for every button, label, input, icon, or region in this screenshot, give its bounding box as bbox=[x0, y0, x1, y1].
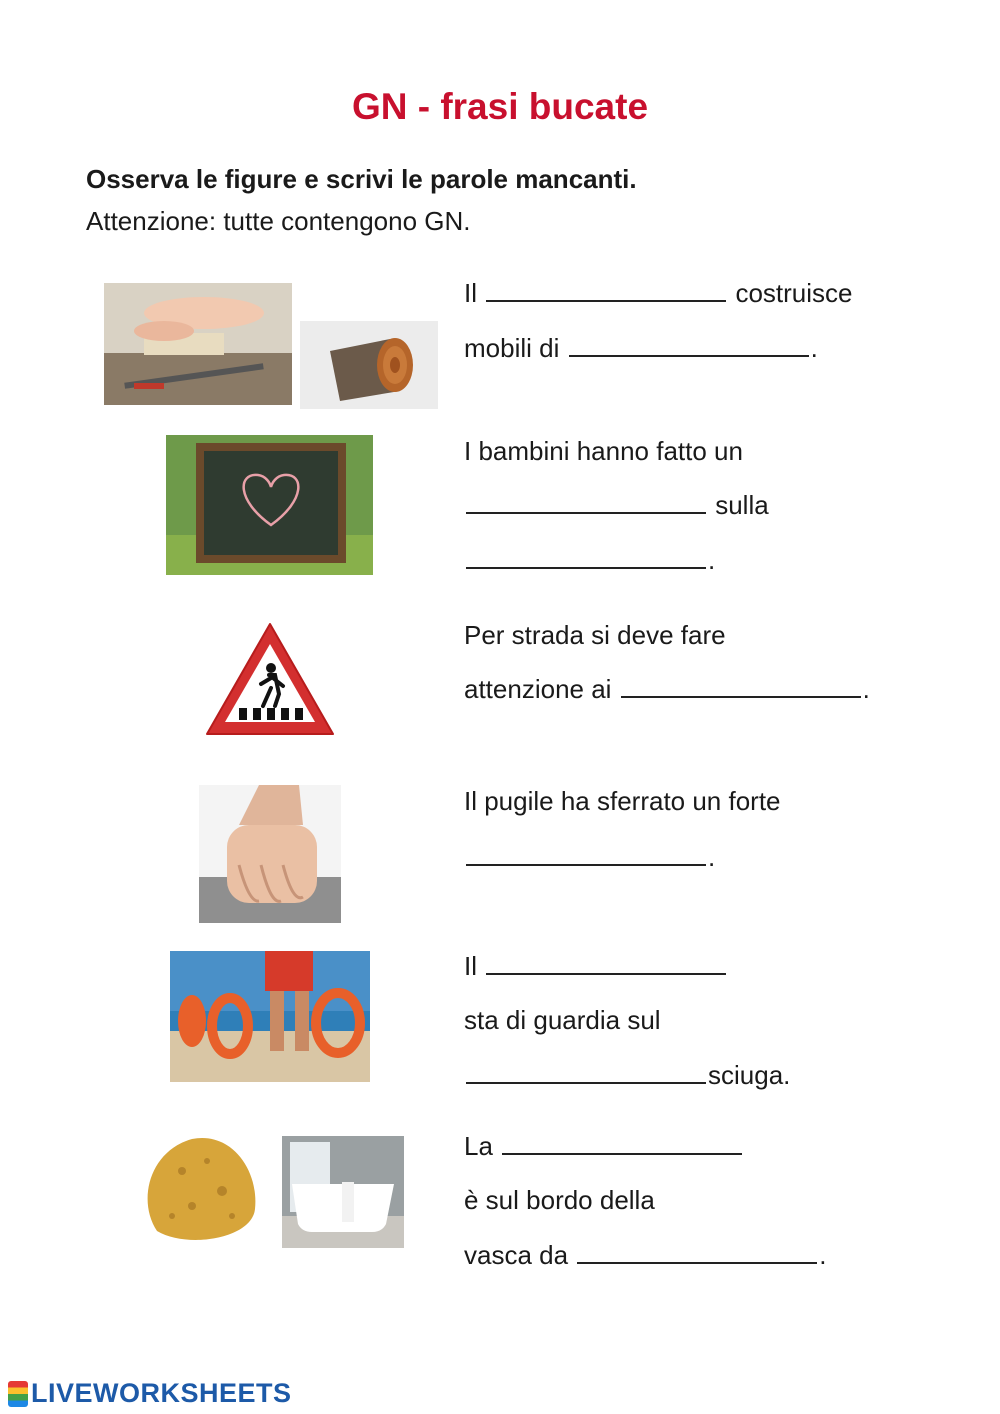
note: Attenzione: tutte contengono GN. bbox=[86, 206, 471, 236]
blank-input[interactable] bbox=[466, 547, 706, 569]
ex1-line2: mobili di . bbox=[464, 333, 818, 363]
ex2-line2: sulla bbox=[464, 490, 769, 521]
ex2-line1: I bambini hanno fatto un bbox=[464, 436, 743, 466]
blank-input[interactable] bbox=[466, 1062, 706, 1084]
instruction: Osserva le figure e scrivi le parole mancanti. bbox=[86, 164, 637, 194]
ex2-line3: . bbox=[464, 545, 715, 576]
ex6-line1: La bbox=[464, 1131, 744, 1162]
ex3-line1: Per strada si deve fare bbox=[464, 620, 726, 650]
liveworksheets-logo-icon bbox=[8, 1381, 28, 1407]
ex3-line2: attenzione ai . bbox=[464, 674, 870, 704]
ex6-line3: vasca da . bbox=[464, 1240, 827, 1270]
blank-input[interactable] bbox=[466, 844, 706, 866]
liveworksheets-logo: LIVEWORKSHEETS bbox=[8, 1378, 292, 1409]
lifeguard-beach-icon bbox=[170, 951, 370, 1082]
bathtub-icon bbox=[282, 1136, 404, 1248]
blank-input[interactable] bbox=[502, 1133, 742, 1155]
blank-input[interactable] bbox=[577, 1242, 817, 1264]
chalkboard-heart-icon bbox=[166, 435, 373, 575]
wood-log-icon bbox=[300, 321, 438, 409]
ex5-line1: Il bbox=[464, 951, 728, 982]
ex4-line1: Il pugile ha sferrato un forte bbox=[464, 786, 781, 816]
ex1-line1: Il costruisce bbox=[464, 278, 853, 308]
fist-icon bbox=[199, 785, 341, 923]
ex6-line2: è sul bordo della bbox=[464, 1185, 655, 1215]
blank-input[interactable] bbox=[621, 676, 861, 698]
carpenter-photo-icon bbox=[104, 283, 292, 405]
ex4-line2: . bbox=[464, 842, 715, 873]
sponge-icon bbox=[137, 1131, 263, 1249]
blank-input[interactable] bbox=[569, 335, 809, 357]
blank-input[interactable] bbox=[466, 492, 706, 514]
ex5-line3: sciuga. bbox=[464, 1060, 790, 1091]
blank-input[interactable] bbox=[486, 953, 726, 975]
blank-input[interactable] bbox=[486, 280, 726, 302]
page-title: GN - frasi bucate bbox=[351, 86, 649, 127]
pedestrian-crossing-sign-icon bbox=[203, 618, 337, 740]
ex5-line2: sta di guardia sul bbox=[464, 1005, 661, 1035]
